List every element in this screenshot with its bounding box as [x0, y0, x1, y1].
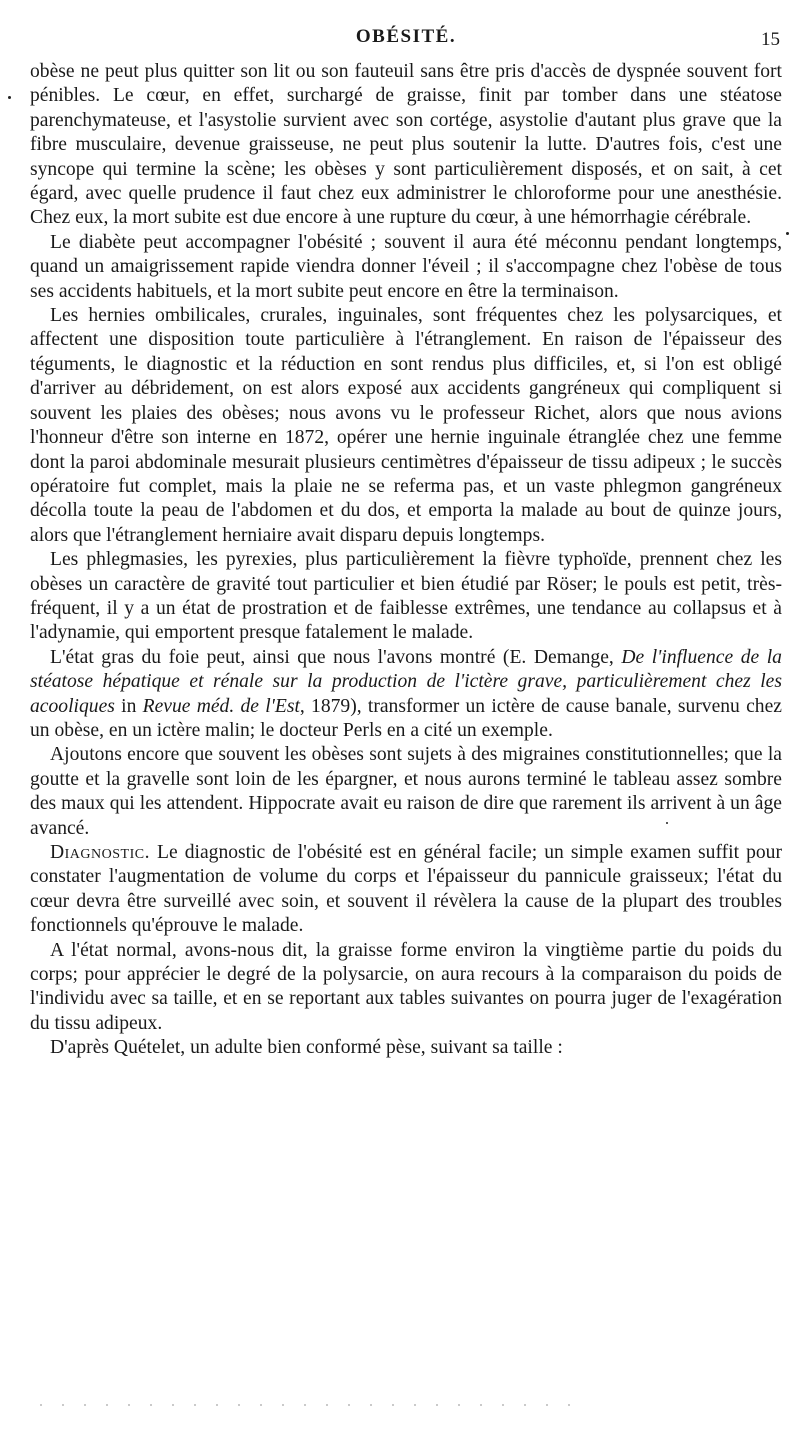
page-number: 15: [761, 29, 780, 50]
margin-speck: [786, 232, 789, 235]
paragraph: [30, 841, 782, 939]
running-title: OBÉSITÉ.: [355, 26, 457, 47]
paragraph: Le diabète peut accompagner l'obésité ; souvent il aura été méconnu pendant longtemps, quand un amaigrissement rapide viendra donner l'éveil ; il s'accompagne chez l'obèse de tous ses accidents habituels, et la mort subite peut encore en être la terminaison.: [30, 231, 782, 302]
paragraph: [30, 646, 782, 744]
section-label: Diagnostic.: [50, 842, 150, 863]
paragraph: A l'état normal, avons-nous dit, la graisse forme environ la vingtième partie du poids du corps; pour apprécier le degré de la polysarcie, on aura recours à la comparaison du poids de l'individu avec sa taille, et en se reportant aux tables suivantes on pourra juger de l'exagération du tissu adipeux.: [30, 939, 782, 1034]
text-span: L'état gras du foie peut, ainsi que nous l'avons montré (E. Demange,: [50, 646, 622, 668]
text-span: , 1879), transformer un ictère de cause banale, survenu chez un obèse, en un ictère malin; le docteur Perls en a cité un exemple.: [30, 695, 782, 741]
paragraph: Les phlegmasies, les pyrexies, plus particulièrement la fièvre typhoïde, prennent chez les obèses un caractère de gravité tout particulier et bien étudié par Röser; le pouls est petit, très-fréquent, il y a un état de prostration et de faiblesse extrêmes, une tendance au collapsus et à l'adynamie, qui emportent presque fatalement le malade.: [30, 549, 782, 644]
margin-speck: [8, 96, 11, 99]
page-header: [30, 26, 782, 54]
cited-work-title: De l'influence de la stéatose hépatique et rénale sur la production de l'ictère grave, particulièrement chez les acooliques: [30, 646, 782, 717]
journal-name: Revue méd. de l'Est: [142, 695, 300, 717]
paragraph: Les hernies ombilicales, crurales, inguinales, sont fréquentes chez les polysarciques, et affectent une disposition toute particulière à l'étranglement. En raison de l'épaisseur des téguments, le diagnostic et la réduction en sont rendus plus difficiles, et, si l'on est obligé d'arriver au débridement, on est alors exposé aux accidents gangréneux qui compliquent si souvent les plaies des obèses; nous avons vu le professeur Richet, alors que nous avions l'honneur d'être son interne en 1872, opérer une hernie inguinale étranglée chez une femme dont la paroi abdominale mesurait plusieurs centimètres d'épaisseur de tissu adipeux ; le succès opératoire fut complet, mais la plaie ne se referma pas, et un vaste phlegmon gangréneux décolla toute la peau de l'abdomen et du dos, et emporta la malade au bout de quinze jours, alors que l'étranglement herniaire avait disparu depuis longtemps.: [30, 305, 782, 546]
margin-speck: [666, 822, 668, 824]
text-span: in: [114, 695, 143, 717]
paragraph: obèse ne peut plus quitter son lit ou son fauteuil sans être pris d'accès de dyspnée souvent fort pénibles. Le cœur, en effet, surchargé de graisse, finit par tomber dans une stéatose parenchymateuse, et l'asystolie survient avec son cortége, asystolie d'autant plus grave que la fibre musculaire, devenue graisseuse, ne peut plus soutenir la lutte. D'autres fois, c'est une syncope qui termine la scène; les obèses y sont particulièrement disposés, et on sait, à cet égard, avec quelle prudence il faut chez eux administrer le chloroforme pour une anesthésie. Chez eux, la mort subite est due encore à une rupture du cœur, à une hémorrhagie cérébrale.: [30, 61, 782, 229]
text-span: Le diagnostic de l'obésité est en général facile; un simple examen suffit pour constater l'augmentation de volume du corps et l'épaisseur du pannicule graisseux; l'état du cœur devra être surveillé avec soin, et souvent il révèlera la cause de la plupart des troubles fonctionnels qu'éprouve le malade.: [30, 842, 782, 937]
paragraph: D'après Quételet, un adulte bien conformé pèse, suivant sa taille :: [50, 1037, 563, 1059]
paragraph: Ajoutons encore que souvent les obèses sont sujets à des migraines constitutionnelles; que la goutte et la gravelle sont loin de les épargner, et nous aurons terminé le tableau assez sombre des maux qui les attendent. Hippocrate avait eu raison de dire que rarement ils arrivent à un âge avancé.: [30, 744, 782, 839]
body-text: [30, 60, 782, 1061]
bleed-through-marks: [30, 1402, 590, 1408]
